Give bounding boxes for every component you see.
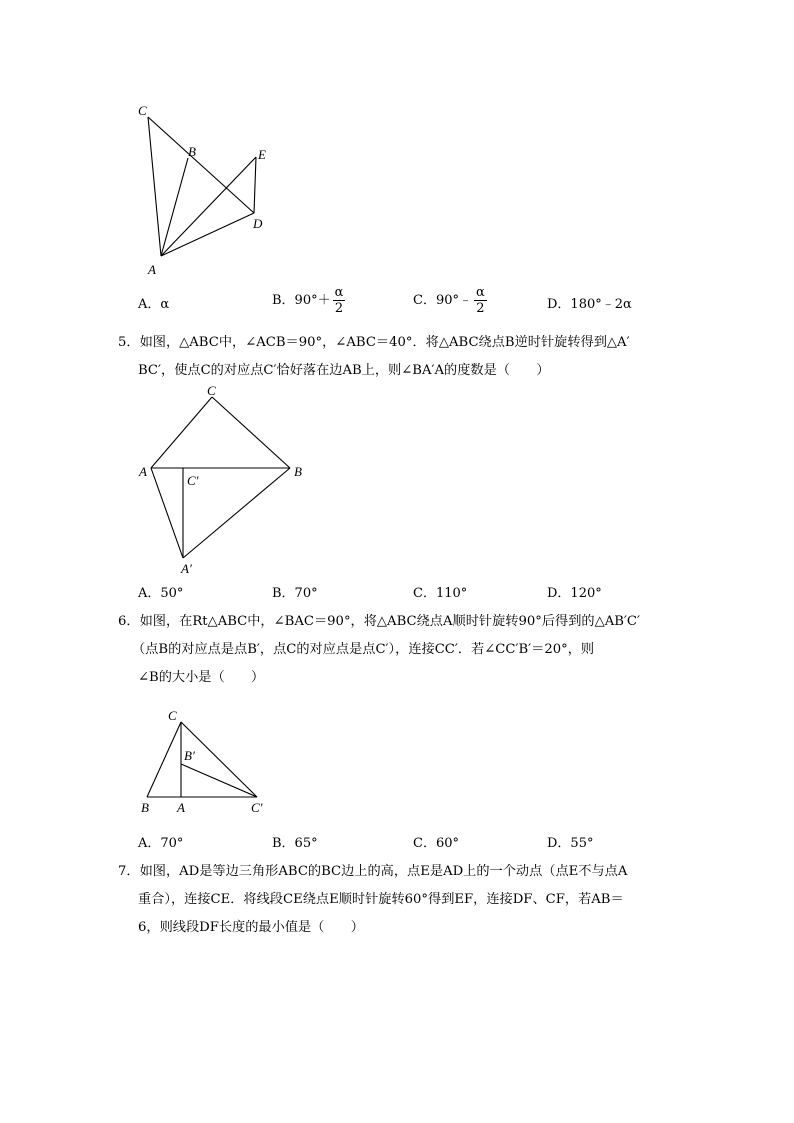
q6-stem-line3: ∠B的大小是（ ） (138, 670, 265, 685)
q6-stem-line2: （点B的对应点是点B′，点C的对应点是点C′），连接CC′．若∠CC′B′＝20°，则 (132, 642, 595, 657)
q7-stem-line2: 重合），连接CE．将线段CE绕点E顺时针旋转60°得到EF，连接DF、CF，若AB＝ (138, 892, 624, 907)
q7-stem-line3: 6，则线段DF长度的最小值是（ ） (138, 920, 364, 935)
q6-figure (0, 700, 794, 830)
label-C-prime: C′ (187, 473, 199, 488)
segment-AA1 (151, 468, 183, 558)
q4-option-d[interactable]: D．180°﹣2α (547, 297, 632, 312)
q5-figure (0, 380, 794, 580)
segment-B1C1 (181, 764, 257, 797)
q5-option-a[interactable]: A．50° (138, 586, 184, 601)
q5-stem-line1: 5．如图，△ABC中，∠ACB＝90°，∠ABC＝40°．将△ABC绕点B逆时针旋转得到△A′ (118, 335, 630, 350)
label-A-prime: A′ (181, 561, 192, 576)
q6-option-c[interactable]: C．60° (413, 836, 459, 851)
segment-A1B (183, 468, 290, 558)
q4-option-b-prefix: B．90°＋ (272, 293, 331, 308)
label-B: B (294, 464, 302, 479)
q4-figure (0, 0, 794, 300)
q4-option-b[interactable] (272, 285, 345, 316)
q7-stem (118, 858, 678, 942)
q4-option-c-prefix: C．90°﹣ (413, 293, 472, 308)
q6-stem-line1: 6．如图，在Rt△ABC中，∠BAC＝90°，将△ABC绕点A顺时针旋转90°后得到的△AB′C′ (118, 614, 640, 629)
label-B: B (141, 800, 149, 815)
q5-stem (118, 329, 678, 385)
label-C-prime: C′ (251, 800, 263, 815)
q7-stem-line1: 7．如图，AD是等边三角形ABC的BC边上的高，点E是AD上的一个动点（点E不与点A (118, 864, 628, 879)
segment-AD (161, 213, 254, 256)
q6-option-b[interactable]: B．65° (272, 836, 318, 851)
segment-BC (147, 722, 181, 797)
segment-CA (148, 117, 161, 256)
q6-option-d[interactable]: D．55° (547, 836, 594, 851)
label-C: C (168, 708, 177, 723)
q6-stem (118, 608, 678, 692)
q6-option-a[interactable]: A．70° (138, 836, 184, 851)
segment-CA (151, 397, 212, 468)
label-E: E (258, 147, 266, 162)
q5-option-b[interactable]: B．70° (272, 586, 318, 601)
label-A: A (139, 464, 147, 479)
segment-ED (254, 157, 256, 213)
segment-CB (212, 397, 290, 468)
q5-option-c[interactable]: C．110° (413, 586, 468, 601)
q5-stem-line2: BC′，使点C的对应点C′恰好落在边AB上，则∠BA′A的度数是（ ） (138, 363, 550, 378)
label-A: A (177, 800, 185, 815)
label-C: C (207, 383, 216, 398)
label-D: D (253, 216, 263, 231)
label-B-prime: B′ (184, 748, 195, 763)
q4-option-b-fraction: $\frac{\alpha}{2}$ (334, 285, 344, 316)
q4-option-a[interactable]: A．α (138, 297, 170, 312)
q4-option-c[interactable] (413, 285, 487, 316)
label-B: B (188, 144, 196, 159)
label-C: C (138, 103, 147, 118)
label-A: A (148, 262, 156, 277)
segment-CD (148, 117, 254, 213)
q4-option-c-fraction: $\frac{\alpha}{2}$ (476, 285, 485, 316)
q5-option-d[interactable]: D．120° (547, 586, 602, 601)
